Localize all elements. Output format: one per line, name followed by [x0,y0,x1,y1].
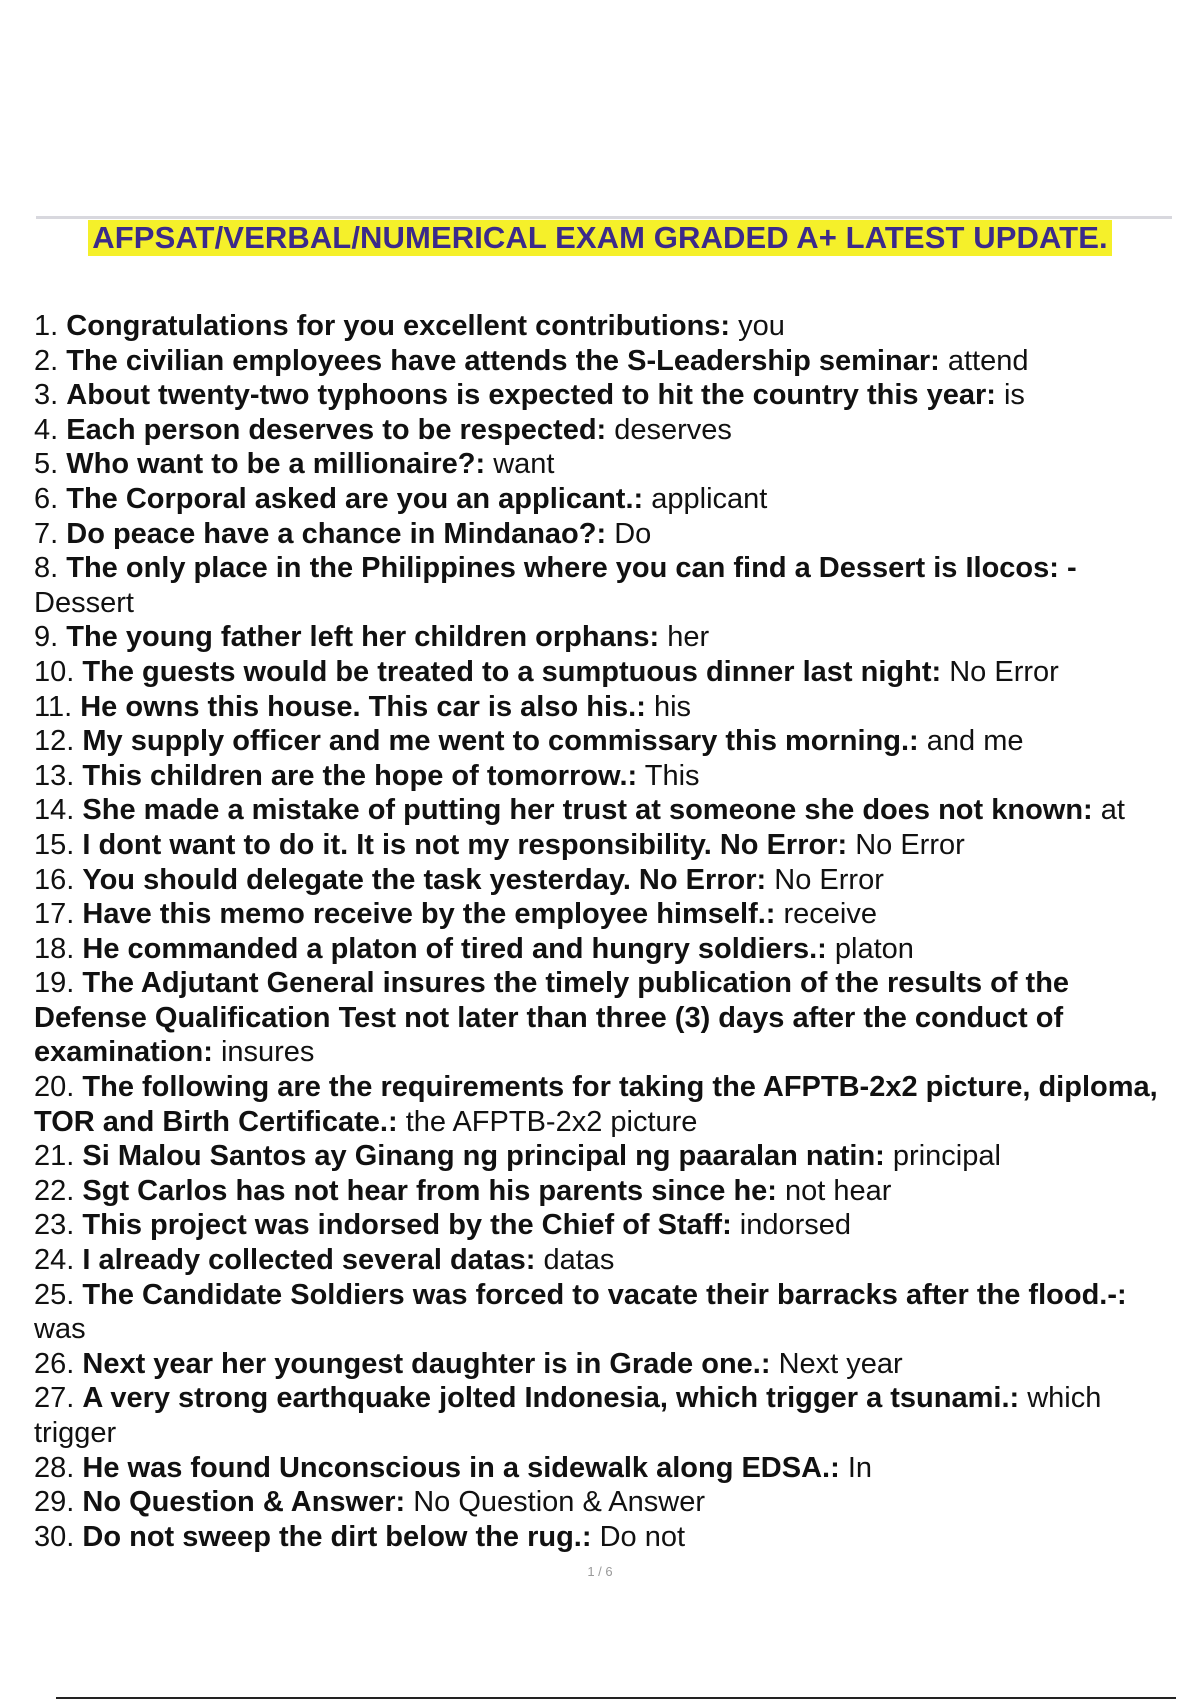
item-number: 15. [34,828,75,861]
answer-text: No Error [949,655,1059,688]
question-text: About twenty-two typhoons is expected to hit the country this year: [66,379,996,412]
answer-text: the AFPTB-2x2 picture [405,1105,698,1138]
item-number: 11. [34,690,73,723]
qa-item [34,793,1174,828]
title-block [0,220,1200,256]
qa-item [34,1070,1174,1139]
answer-text: not hear [785,1174,892,1207]
question-text: Each person deserves to be respected: [66,413,607,446]
question-text: The guests would be treated to a sumptuous dinner last night: [82,655,942,688]
item-number: 18. [34,932,75,965]
answer-text: This [644,759,700,792]
qa-item [34,620,1174,655]
qa-item [34,309,1174,344]
item-number: 25. [34,1278,75,1311]
answer-text: Do [614,517,652,550]
qa-item [34,966,1174,1070]
bottom-divider [56,1697,1176,1699]
item-number: 4. [34,413,59,446]
qa-item [34,413,1174,448]
answer-text: No Question & Answer [413,1486,705,1519]
item-number: 10. [34,655,75,688]
qa-item [34,1174,1174,1209]
question-text: He was found Unconscious in a sidewalk along EDSA.: [82,1451,840,1484]
question-text: Next year her youngest daughter is in Grade one.: [82,1347,771,1380]
item-number: 1. [34,310,59,342]
qa-item [34,1485,1174,1520]
answer-text: indorsed [739,1209,852,1242]
qa-item [34,932,1174,967]
question-text: My supply officer and me went to commissary this morning.: [82,725,919,758]
qa-item [34,1139,1174,1174]
question-text: Sgt Carlos has not hear from his parents since he: [82,1174,777,1207]
answer-text: want [493,448,555,481]
answer-text: her [667,621,710,654]
answer-text: applicant [651,482,768,515]
qa-item [34,517,1174,552]
qa-item [34,1520,1174,1555]
item-number: 26. [34,1347,75,1380]
answer-text: is [1003,379,1025,412]
answer-text: was [34,1313,86,1346]
question-text: The only place in the Philippines where you can find a Dessert is Ilocos: - [66,552,1077,585]
qa-item [34,724,1174,759]
answer-text: No Error [855,828,965,861]
question-text: Who want to be a millionaire?: [66,448,486,481]
question-text: A very strong earthquake jolted Indonesia, which trigger a tsunami.: [82,1382,1020,1415]
qa-item [34,1278,1174,1347]
question-answer-list [34,309,1174,1554]
question-text: Si Malou Santos ay Ginang ng principal ng paaralan natin: [82,1140,885,1173]
qa-item [34,1243,1174,1278]
item-number: 13. [34,759,75,792]
item-number: 22. [34,1174,75,1207]
qa-item [34,897,1174,932]
item-number: 9. [34,621,59,654]
question-text: The civilian employees have attends the S-Leadership seminar: [66,344,940,377]
answer-text: attend [947,344,1029,377]
item-number: 16. [34,863,75,896]
qa-item [34,551,1174,620]
qa-item [34,863,1174,898]
item-number: 19. [34,967,75,1000]
question-text: This children are the hope of tomorrow.: [82,759,638,792]
qa-item [34,378,1174,413]
question-text: You should delegate the task yesterday. No Error: [82,863,767,896]
answer-text: Next year [778,1347,903,1380]
answer-text: In [847,1451,872,1484]
question-text: Congratulations for you excellent contributions: [66,310,731,342]
answer-text: Dessert [34,586,134,619]
qa-item [34,1347,1174,1382]
item-number: 5. [34,448,59,481]
item-number: 30. [34,1520,75,1553]
item-number: 27. [34,1382,75,1415]
answer-text: his [653,690,692,723]
item-number: 3. [34,379,59,412]
question-text: The Adjutant General insures the timely publication of the results of the Defense Qualification Test not later than three (3) days after the conduct of examination: [34,967,1070,1069]
answer-text: insures [220,1036,315,1069]
answer-text: Do not [599,1520,686,1553]
answer-text: and me [926,725,1024,758]
question-text: The young father left her children orphans: [66,621,660,654]
document-title: AFPSAT/VERBAL/NUMERICAL EXAM GRADED A+ LATEST UPDATE. [88,220,1111,256]
page-number: 1 / 6 [587,1564,613,1579]
question-text: The Corporal asked are you an applicant.: [66,482,644,515]
item-number: 7. [34,517,59,550]
question-text: I dont want to do it. It is not my responsibility. No Error: [82,828,848,861]
item-number: 17. [34,898,75,931]
qa-item [34,344,1174,379]
item-number: 20. [34,1071,75,1104]
item-number: 14. [34,794,75,827]
item-number: 8. [34,552,59,585]
item-number: 2. [34,344,59,377]
qa-item [34,1208,1174,1243]
qa-item [34,1451,1174,1486]
answer-text: which trigger [34,1382,1102,1449]
answer-text: datas [543,1244,615,1277]
question-text: The Candidate Soldiers was forced to vacate their barracks after the flood.-: [82,1278,1127,1311]
qa-item [34,655,1174,690]
question-text: I already collected several datas: [82,1244,536,1277]
item-number: 12. [34,725,75,758]
item-number: 6. [34,482,59,515]
answer-text: receive [783,898,878,931]
qa-item [34,482,1174,517]
question-text: He owns this house. This car is also his.: [80,690,646,723]
question-text: The following are the requirements for taking the AFPTB-2x2 picture, diploma, TOR and Birth Certificate.: [34,1071,1158,1138]
answer-text: you [738,310,785,342]
qa-item [34,759,1174,794]
question-text: Have this memo receive by the employee himself.: [82,898,776,931]
qa-item [34,447,1174,482]
answer-text: at [1100,794,1125,827]
answer-text: No Error [774,863,884,896]
qa-item [34,828,1174,863]
answer-text: principal [892,1140,1001,1173]
question-text: He commanded a platon of tired and hungry soldiers.: [82,932,827,965]
question-text: She made a mistake of putting her trust at someone she does not known: [82,794,1093,827]
question-text: Do not sweep the dirt below the rug.: [82,1520,592,1553]
answer-text: deserves [614,413,732,446]
item-number: 23. [34,1209,75,1242]
item-number: 24. [34,1244,75,1277]
item-number: 28. [34,1451,75,1484]
qa-item [34,690,1174,725]
top-divider [36,216,1172,219]
answer-text: platon [834,932,914,965]
item-number: 29. [34,1486,75,1519]
qa-item [34,1381,1174,1450]
question-text: Do peace have a chance in Mindanao?: [66,517,607,550]
question-text: This project was indorsed by the Chief of Staff: [82,1209,732,1242]
item-number: 21. [34,1140,75,1173]
question-text: No Question & Answer: [82,1486,406,1519]
